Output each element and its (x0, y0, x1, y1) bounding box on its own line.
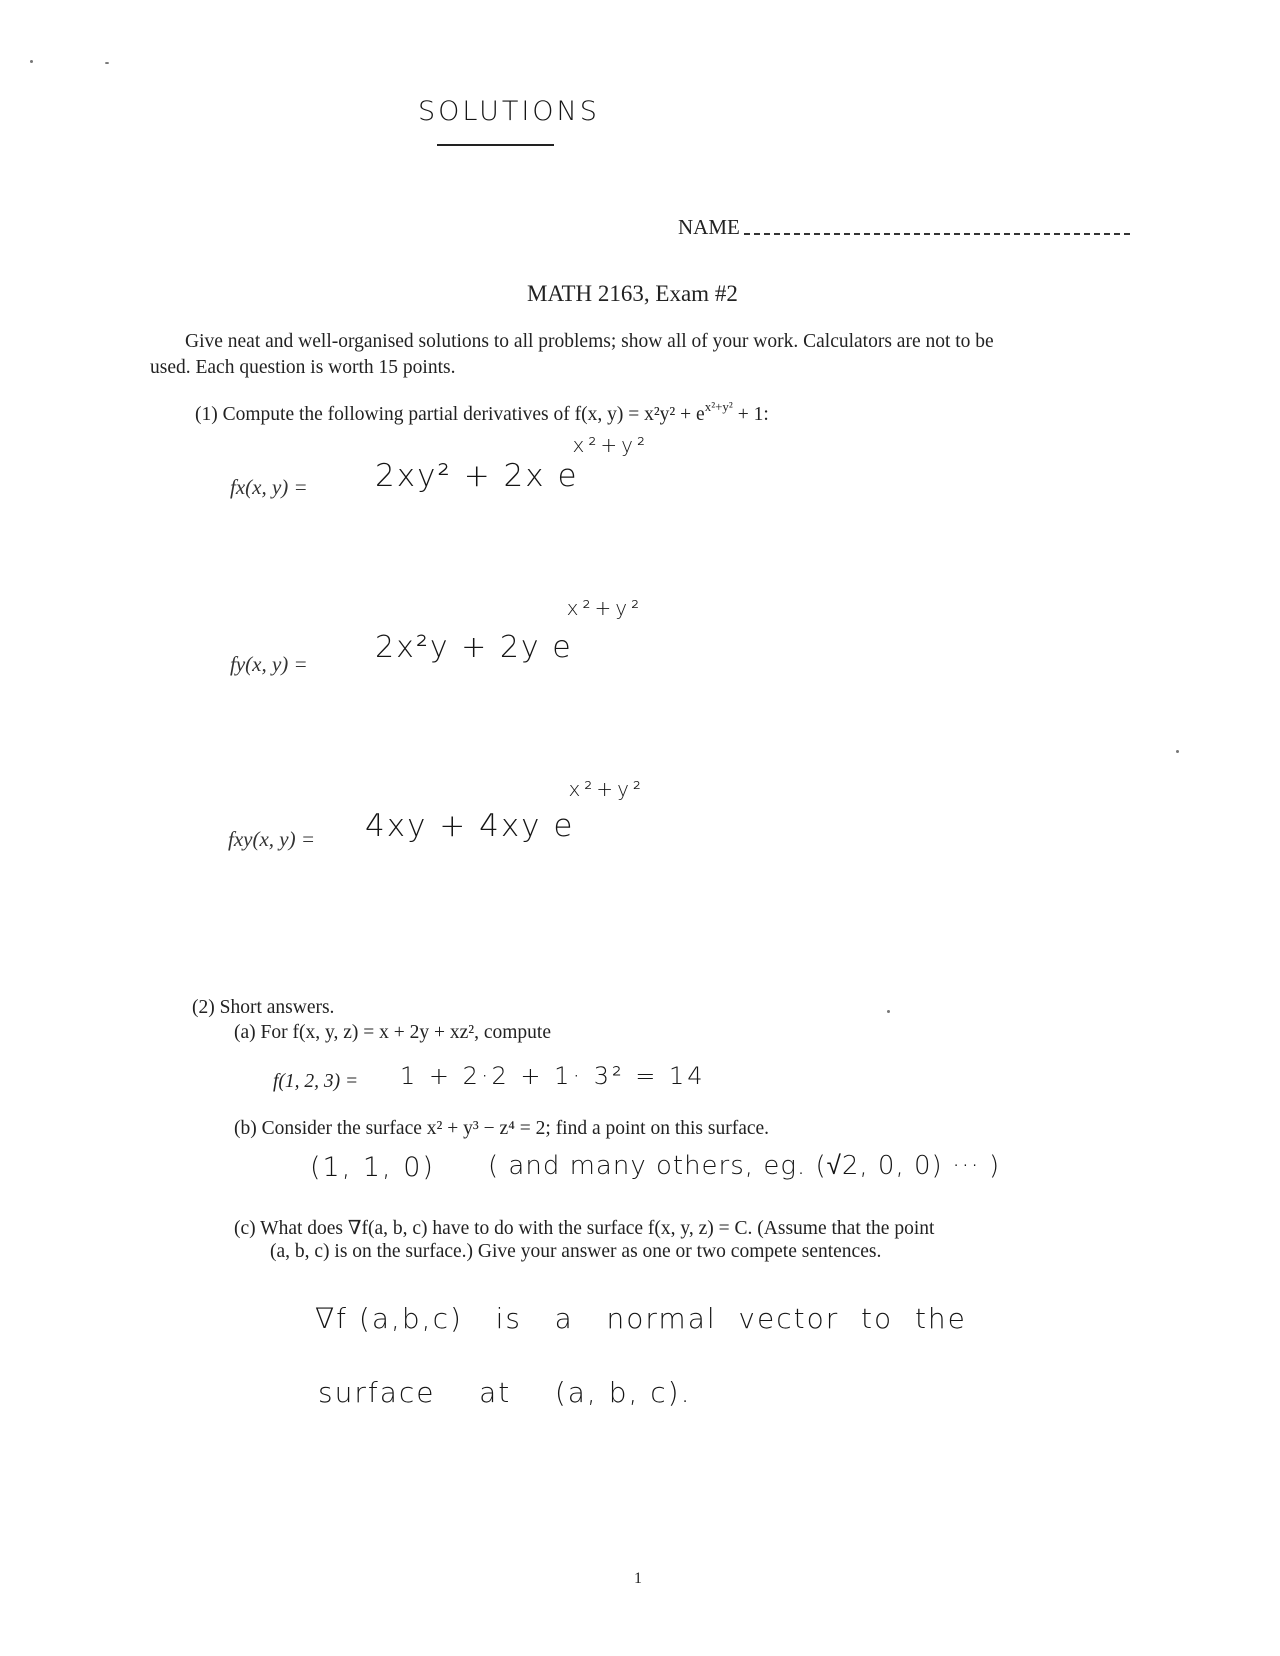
name-line (744, 233, 1130, 235)
fx-label: fx(x, y) = (230, 475, 308, 499)
fy-answer-text: 2x²y + 2y e (375, 630, 573, 665)
q2a-label: f(1, 2, 3) = (273, 1071, 359, 1092)
q2b-prompt: (b) Consider the surface x² + y³ − z⁴ = 2; find a point on this surface. (234, 1118, 770, 1139)
q2c-answer-line-2: surface at (a, b, c). (318, 1376, 692, 1409)
q2a-prompt: (a) For f(x, y, z) = x + 2y + xz², compute (234, 1022, 551, 1043)
fy-label: fy(x, y) = (230, 652, 308, 676)
scan-speck (30, 60, 33, 63)
fx-answer-text: 2xy² + 2x e (375, 458, 579, 494)
scan-speck (105, 62, 109, 64)
scan-speck (887, 1010, 890, 1013)
instructions-line-1: Give neat and well-organised solutions to all problems; show all of your work. Calculators are not to be (185, 331, 994, 352)
fxy-answer-text: 4xy + 4xy e (365, 808, 575, 844)
fx-answer (375, 433, 655, 494)
instructions-line-2: used. Each question is worth 15 points. (150, 357, 456, 378)
q1-prompt-tail: + 1: (732, 404, 769, 425)
fy-answer-exponent: x²+y² (566, 596, 644, 620)
scan-speck (1176, 750, 1179, 753)
title-underline (437, 144, 554, 146)
fx-answer-exponent: x²+y² (572, 433, 649, 457)
q1-prompt-exponent: x²+y² (704, 399, 733, 414)
q2c-answer-line-1: ∇f (a,b,c) is a normal vector to the (315, 1302, 967, 1335)
page-number: 1 (634, 1570, 642, 1587)
q1-prompt (195, 399, 769, 426)
fxy-answer (365, 777, 651, 844)
q2b-answer-note: ( and many others, eg. (√2, 0, 0) ··· ) (488, 1151, 1001, 1181)
fxy-label: fxy(x, y) = (228, 827, 316, 851)
q2c-prompt-line-2: (a, b, c) is on the surface.) Give your answer as one or two compete sentences. (270, 1241, 882, 1262)
q2b-answer-point: (1, 1, 0) (310, 1152, 435, 1183)
q2-heading: (2) Short answers. (192, 997, 335, 1018)
solutions-title: SOLUTIONS (418, 96, 600, 127)
name-label: NAME (678, 215, 740, 239)
q1-prompt-main: (1) Compute the following partial derivatives of f(x, y) = x²y² + e (195, 404, 705, 425)
fy-answer (375, 596, 649, 665)
q2a-answer: 1 + 2·2 + 1· 3² = 14 (400, 1062, 706, 1090)
fxy-answer-exponent: x²+y² (568, 777, 645, 801)
q2c-prompt-line-1: (c) What does ∇f(a, b, c) have to do with the surface f(x, y, z) = C. (Assume that the point (234, 1218, 935, 1239)
exam-title: MATH 2163, Exam #2 (527, 281, 738, 306)
